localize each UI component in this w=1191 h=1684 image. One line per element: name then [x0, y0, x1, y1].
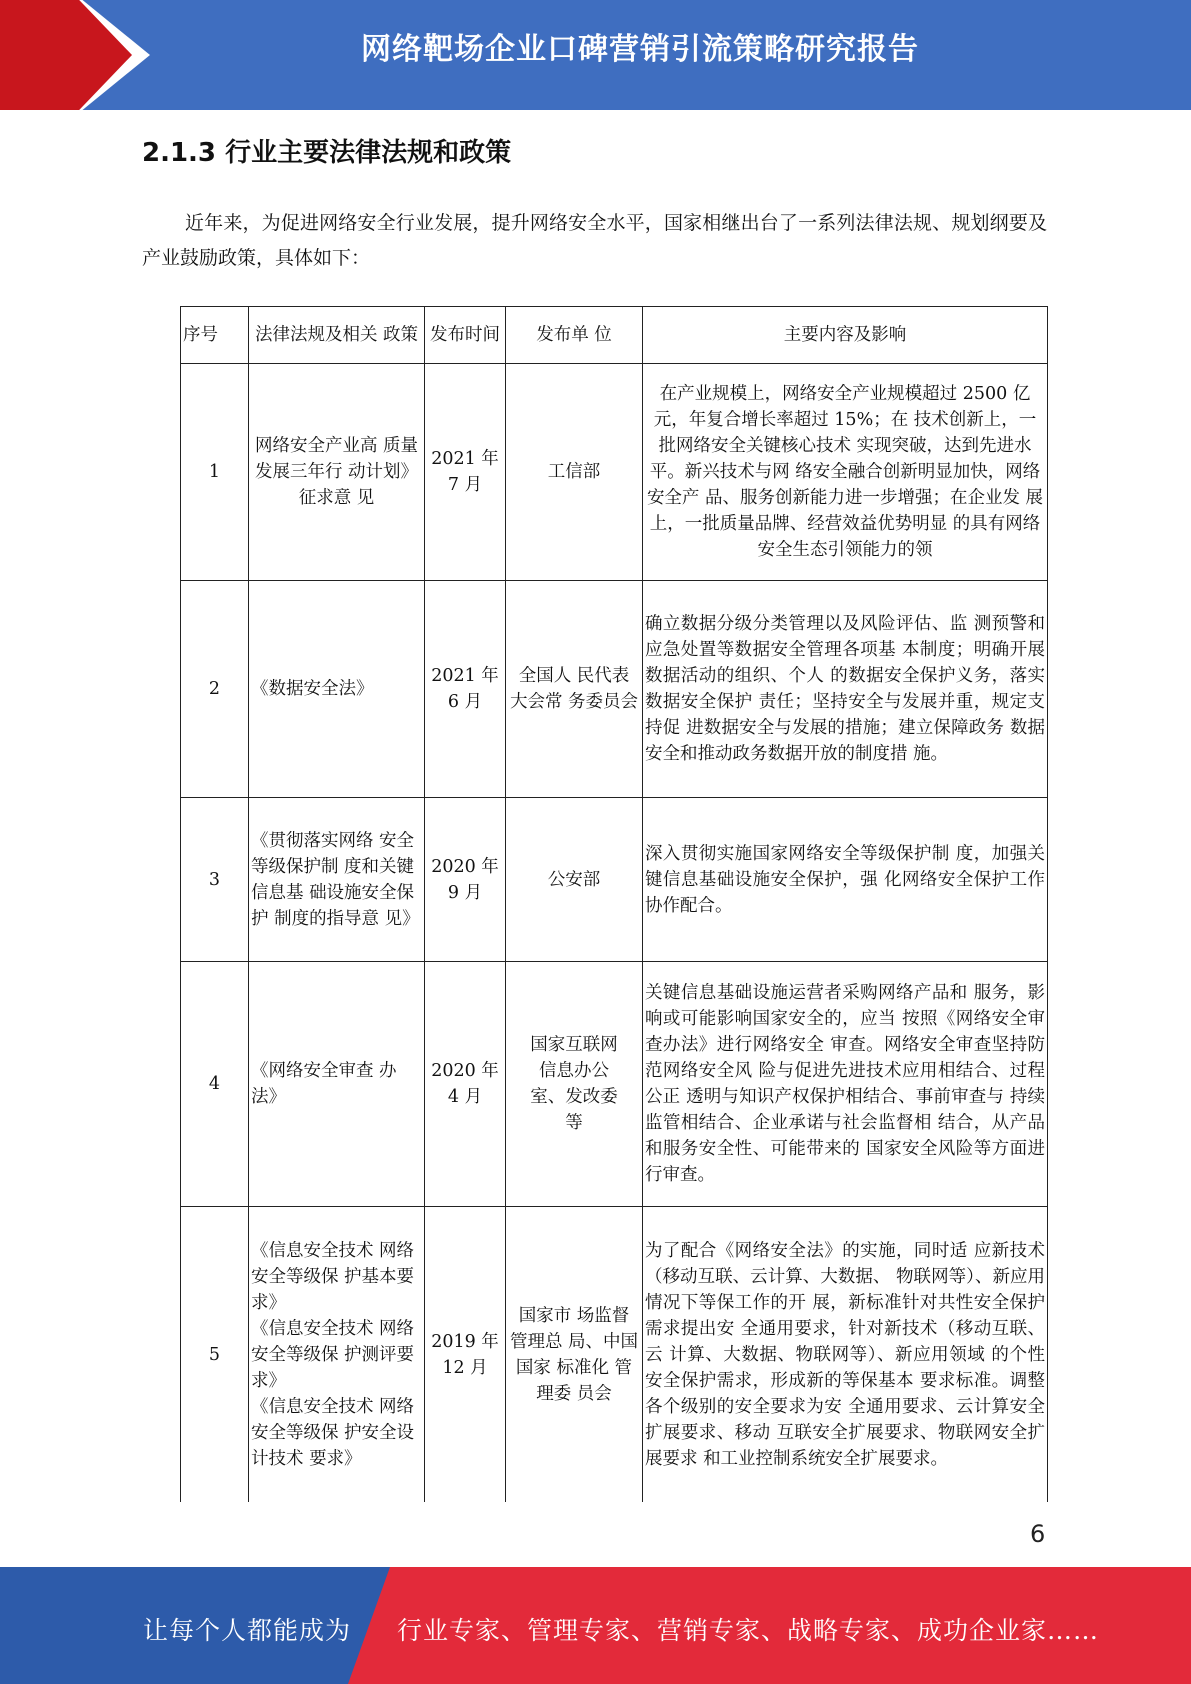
row-content: 关键信息基础设施运营者采购网络产品和 服务，影响或可能影响国家安全的，应当 按照《网络安全审查办法》进行网络安全 审查。网络安全审查坚持防范网络安全风 险与促进先进技术应用相结合、过程公正 透明与知识产权保护相结合、事前审查与 持续监管相结合、企业承诺与社会监督相 结合，从产品和服务安全性、可能带来的 国家安全风险等方面进行审查。	[643, 962, 1048, 1207]
row-content: 深入贯彻实施国家网络安全等级保护制 度，加强关键信息基础设施安全保护，强 化网络安全保护工作协作配合。	[643, 798, 1048, 962]
table-row	[181, 962, 1048, 1207]
row-law: 《信息安全技术 网络安全等级保 护基本要求》 《信息安全技术 网络安全等级保 护测评要求》 《信息安全技术 网络安全等级保 护安全设计技术 要求》	[249, 1207, 425, 1503]
row-date: 2019 年 12 月	[425, 1207, 506, 1503]
page-number: 6	[1030, 1520, 1046, 1548]
report-title: 网络靶场企业口碑营销引流策略研究报告	[361, 32, 919, 67]
row-date: 2021 年 6 月	[425, 581, 506, 798]
row-org: 工信部	[506, 364, 643, 581]
row-org: 公安部	[506, 798, 643, 962]
row-date: 2020 年 9 月	[425, 798, 506, 962]
header-law: 法律法规及相关 政策	[249, 307, 425, 364]
footer-banner	[0, 1567, 1191, 1684]
row-date: 2020 年 4 月	[425, 962, 506, 1207]
section-heading: 2.1.3 行业主要法律法规和政策	[142, 138, 512, 168]
row-content: 在产业规模上，网络安全产业规模超过 2500 亿元，年复合增长率超过 15%；在 技术创新上，一批网络安全关键核心技术 实现突破，达到先进水平。新兴技术与网 络安全融合创新明显加快，网络安全产 品、服务创新能力进一步增强；在企业发 展上，一批质量品牌、经营效益优势明显 的具有网络安全生态引领能力的领	[643, 364, 1048, 581]
row-law: 网络安全产业高 质量发展三年行 动计划》征求意 见	[249, 364, 425, 581]
policy-table	[180, 306, 1048, 1502]
footer-slogan-right: 行业专家、管理专家、营销专家、战略专家、成功企业家……	[397, 1616, 1100, 1645]
row-org: 国家互联网信息办公室、发改委等	[506, 962, 643, 1207]
table-header-row	[181, 307, 1048, 364]
row-date: 2021 年 7 月	[425, 364, 506, 581]
intro-paragraph: 近年来，为促进网络安全行业发展，提升网络安全水平，国家相继出台了一系列法律法规、规划纲要及产业鼓励政策，具体如下：	[142, 212, 1047, 269]
table-row	[181, 1207, 1048, 1503]
table-row	[181, 798, 1048, 962]
table-row	[181, 581, 1048, 798]
header-num: 序号	[181, 307, 249, 364]
row-law: 《数据安全法》	[249, 581, 425, 798]
row-num: 1	[181, 364, 249, 581]
footer-slogan-left: 让每个人都能成为	[143, 1616, 352, 1645]
row-org: 全国人 民代表 大会常 务委员会	[506, 581, 643, 798]
row-law: 《网络安全审查 办法》	[249, 962, 425, 1207]
header-chevron	[0, 0, 132, 110]
row-num: 5	[181, 1207, 249, 1503]
header-date: 发布时间	[425, 307, 506, 364]
row-content: 为了配合《网络安全法》的实施，同时适 应新技术（移动互联、云计算、大数据、 物联网等）、新应用情况下等保工作的开 展，新标准针对共性安全保护需求提出安 全通用要求，针对新技术（移动互联、云 计算、大数据、物联网等）、新应用领域 的个性安全保护需求，形成新的等保基本 要求标准。调整各个级别的安全要求为安 全通用要求、云计算安全扩展要求、移动 互联安全扩展要求、物联网安全扩展要求 和工业控制系统安全扩展要求。	[643, 1207, 1048, 1503]
header-content: 主要内容及影响	[643, 307, 1048, 364]
row-org: 国家市 场监督 管理总 局、中国国家 标准化 管理委 员会	[506, 1207, 643, 1503]
row-num: 4	[181, 962, 249, 1207]
row-num: 2	[181, 581, 249, 798]
row-num: 3	[181, 798, 249, 962]
table-row	[181, 364, 1048, 581]
header-banner	[0, 0, 1191, 110]
row-law: 《贯彻落实网络 安全等级保护制 度和关键信息基 础设施安全保护 制度的指导意 见》	[249, 798, 425, 962]
header-org: 发布单 位	[506, 307, 643, 364]
row-content: 确立数据分级分类管理以及风险评估、监 测预警和应急处置等数据安全管理各项基 本制度；明确开展数据活动的组织、个人 的数据安全保护义务，落实数据安全保护 责任；坚持安全与发展并重，规定支持促 进数据安全与发展的措施；建立保障政务 数据安全和推动政务数据开放的制度措 施。	[643, 581, 1048, 798]
